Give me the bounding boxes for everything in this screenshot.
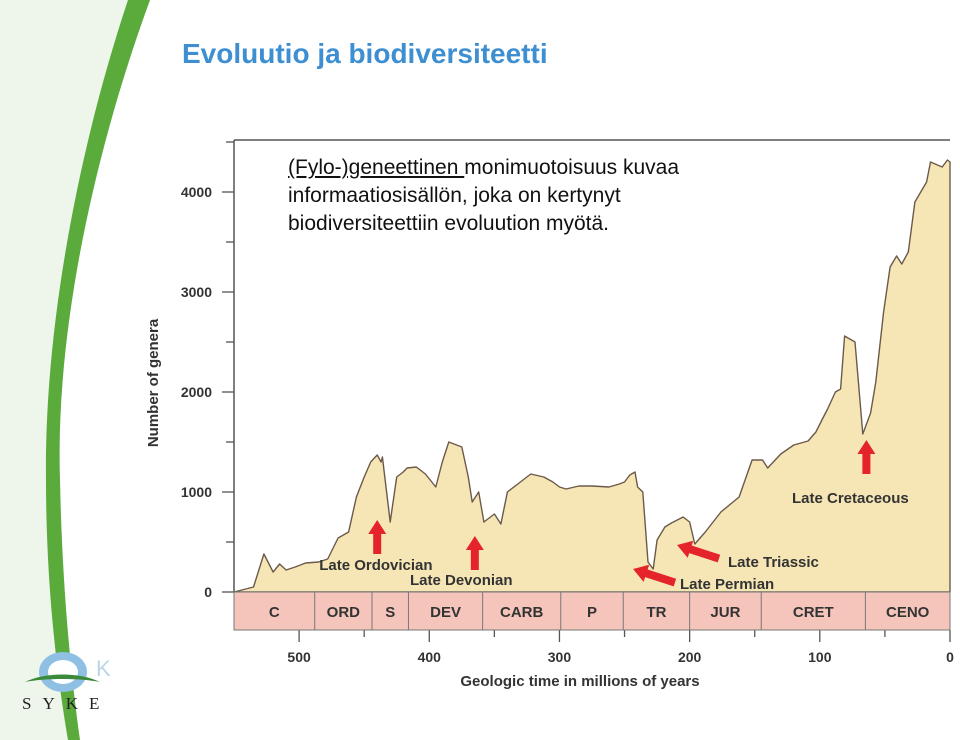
x-tick-label: 500	[287, 649, 311, 665]
y-tick-label: 4000	[180, 184, 212, 200]
extinction-label: Late Triassic	[728, 554, 819, 571]
period-label: JUR	[710, 604, 741, 621]
period-label: C	[268, 604, 280, 621]
period-label: CRET	[792, 604, 834, 621]
extinction-label: Late Permian	[680, 576, 775, 593]
slide-title: Evoluutio ja biodiversiteetti	[182, 38, 548, 69]
y-tick-label: 0	[204, 584, 212, 600]
period-label: P	[586, 604, 598, 621]
caption-line2: informaatiosisällön, joka on kertynyt	[288, 184, 621, 207]
extinction-label: Late Cretaceous	[792, 490, 909, 507]
logo-extra-text: K	[96, 656, 111, 681]
period-label: DEV	[430, 604, 461, 621]
y-tick-label: 3000	[180, 284, 212, 300]
caption-line3: biodiversiteettiin evoluution myötä.	[288, 212, 610, 235]
caption-underlined: (Fylo-)geneettinen	[288, 156, 465, 179]
caption	[288, 154, 679, 238]
period-label: ORD	[326, 604, 361, 621]
caption-line1: monimuotoisuus kuvaa	[464, 156, 680, 179]
period-label: CARB	[500, 604, 544, 621]
y-tick-label: 1000	[180, 484, 212, 500]
x-axis-title: Geologic time in millions of years	[460, 673, 700, 690]
y-tick-label: 2000	[180, 384, 212, 400]
period-label: S	[385, 604, 396, 621]
x-tick-label: 200	[677, 649, 702, 665]
x-tick-label: 400	[417, 649, 441, 665]
period-label: CENO	[886, 604, 930, 621]
extinction-label: Late Ordovician	[319, 557, 433, 574]
x-tick-label: 100	[808, 649, 832, 665]
extinction-label: Late Devonian	[410, 572, 513, 589]
diversity-chart	[130, 130, 960, 740]
x-tick-label: 300	[547, 649, 572, 665]
x-tick-label: 0	[946, 649, 954, 665]
y-axis-title: Number of genera	[145, 318, 162, 448]
period-label: TR	[646, 604, 667, 621]
logo-text: SYKE	[22, 694, 111, 713]
